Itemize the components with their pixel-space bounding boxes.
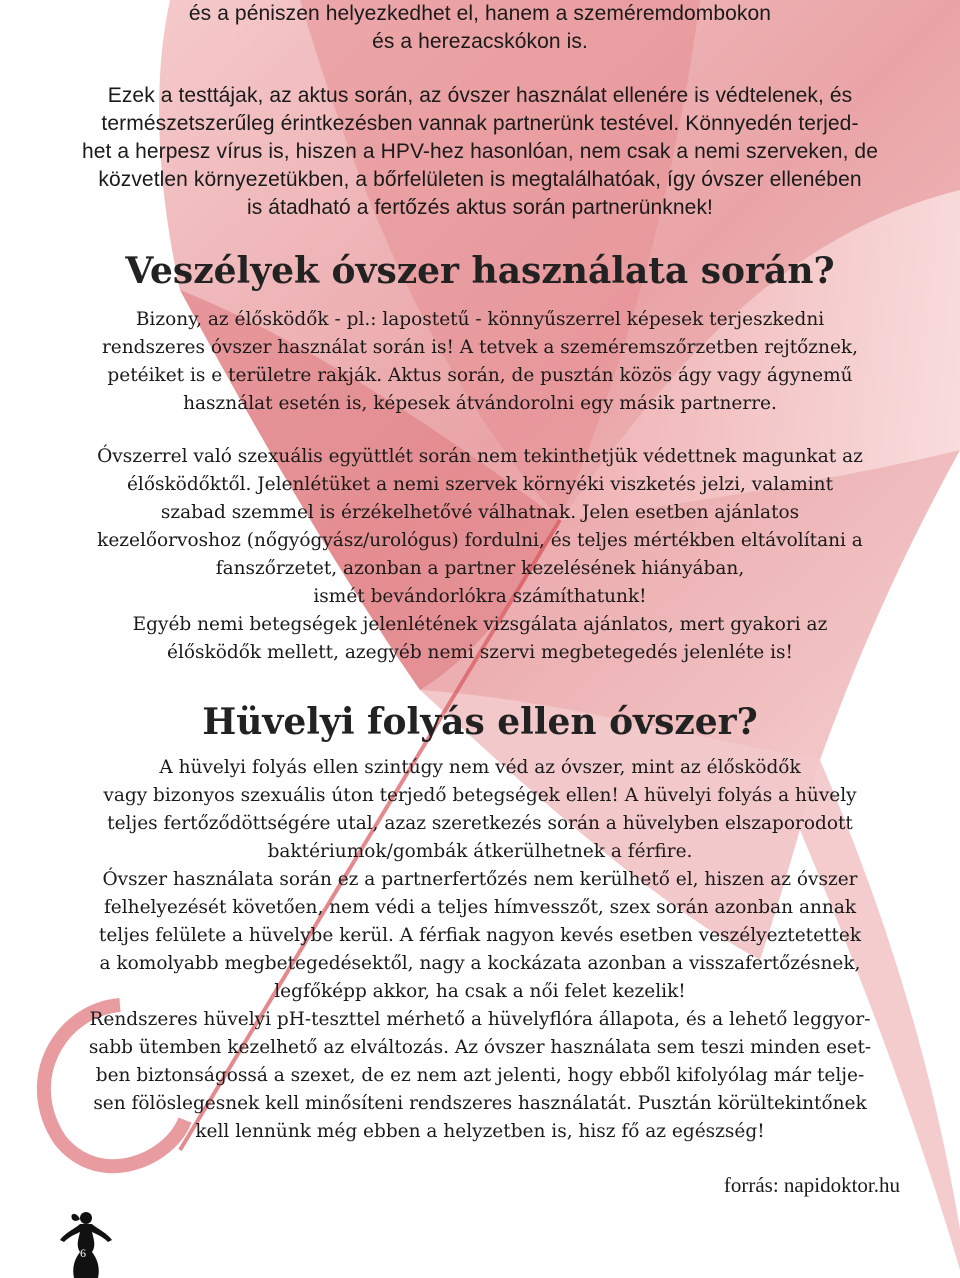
section1-line: fanszőrzetet, azonban a partner kezelésének hiányában, [215,558,745,579]
intro-line: természetszerűleg érintkezésben vannak partnerünk testével. Könnyedén terjed- [101,112,859,135]
section2-line: kell lennünk még ebben a helyzetben is, hisz fő az egészség! [195,1121,765,1142]
section2-line: sabb ütemben kezelhető az elváltozás. Az óvszer használata sem teszi minden eset- [88,1037,872,1058]
section2-line: teljes felülete a hüvelybe kerül. A férfiak nagyon kevés esetben veszélyeztetettek [98,925,862,946]
section1-line: Bizony, az élősködők - pl.: lapostetű - könnyűszerrel képesek terjeszkedni [135,309,825,330]
intro-line: és a herezacskókon is. [372,30,588,53]
section2-line: teljes fertőződöttségére utal, azaz szeretkezés során a hüvelyben elszaporodott [107,813,853,834]
section2-line: Rendszeres hüvelyi pH-teszttel mérhető a hüvelyflóra állapota, és a lehető leggyor- [89,1009,871,1030]
section2-line: felhelyezését követően, nem védi a teljes hímvesszőt, szex során azonban annak [103,897,857,918]
intro-line: közvetlen környezetükben, a bőrfelületen is megtalálhatóak, így óvszer ellenében [98,168,862,191]
section2-line: baktériumok/gombák átkerülhetnek a férfire. [267,841,693,862]
section1-line: Óvszerrel való szexuális együttlét során nem tekinthetjük védettnek magunkat az [97,446,863,467]
section-heading-discharge: Hüvelyi folyás ellen óvszer? [202,701,758,743]
section1-line: szabad szemmel is érzékelhetővé válhatnak. Jelen esetben ajánlatos [160,502,800,523]
section2-line: sen fölöslegesnek kell minősíteni rendszeres használatát. Pusztán körültekintőnek [93,1093,867,1114]
section1-line: élősködőktől. Jelenlétüket a nemi szervek környéki viszketés jelzi, valamint [126,474,834,495]
section2-line: legfőképp akkor, ha csak a női felet kezelik! [274,981,686,1002]
section-heading-dangers: Veszélyek óvszer használata során? [125,250,835,292]
source-credit: forrás: napidoktor.hu [723,1173,900,1197]
section2-line: a komolyabb megbetegedésektől, nagy a kockázata azonban a visszafertőzésnek, [99,953,861,974]
section1-line: élősködők mellett, azegyéb nemi szervi megbetegedés jelenléte is! [167,642,793,663]
section1-line: rendszeres óvszer használat során is! A tetvek a szeméremszőrzetben rejtőznek, [101,337,859,358]
intro-line: het a herpesz vírus is, hiszen a HPV-hez hasonlóan, nem csak a nemi szerveken, de [81,140,878,163]
intro-line: is átadható a fertőzés aktus során partnerünknek! [246,196,713,219]
intro-line: Ezek a testtájak, az aktus során, az óvszer használat ellenére is védtelenek, és [107,84,853,107]
section2-line: vagy bizonyos szexuális úton terjedő betegségek ellen! A hüvelyi folyás a hüvely [103,785,857,806]
woman-silhouette-icon [56,1210,116,1278]
section1-line: ismét bevándorlókra számíthatunk! [313,586,647,607]
section1-line: használat esetén is, képesek átvándorolni egy másik partnerre. [183,393,777,414]
section1-line: petéiket is e területre rakják. Aktus során, de pusztán közös ágy vagy ágynemű [107,365,853,386]
section2-line: Óvszer használata során ez a partnerfertőzés nem kerülhető el, hiszen az óvszer [102,869,858,890]
section1-line: Egyéb nemi betegségek jelenlétének vizsgálata ajánlatos, mert gyakori az [132,614,828,635]
section1-line: kezelőorvoshoz (nőgyógyász/urológus) fordulni, és teljes mértékben eltávolítani a [97,530,863,551]
intro-line: és a péniszen helyezkedhet el, hanem a szeméremdombokon [188,2,772,25]
page-number: 6 [80,1246,86,1260]
section2-line: ben biztonságossá a szexet, de ez nem azt jelenti, hogy ebből kifolyólag már telje- [95,1065,865,1086]
section2-line: A hüvelyi folyás ellen szintúgy nem véd az óvszer, mint az élősködők [159,757,801,778]
